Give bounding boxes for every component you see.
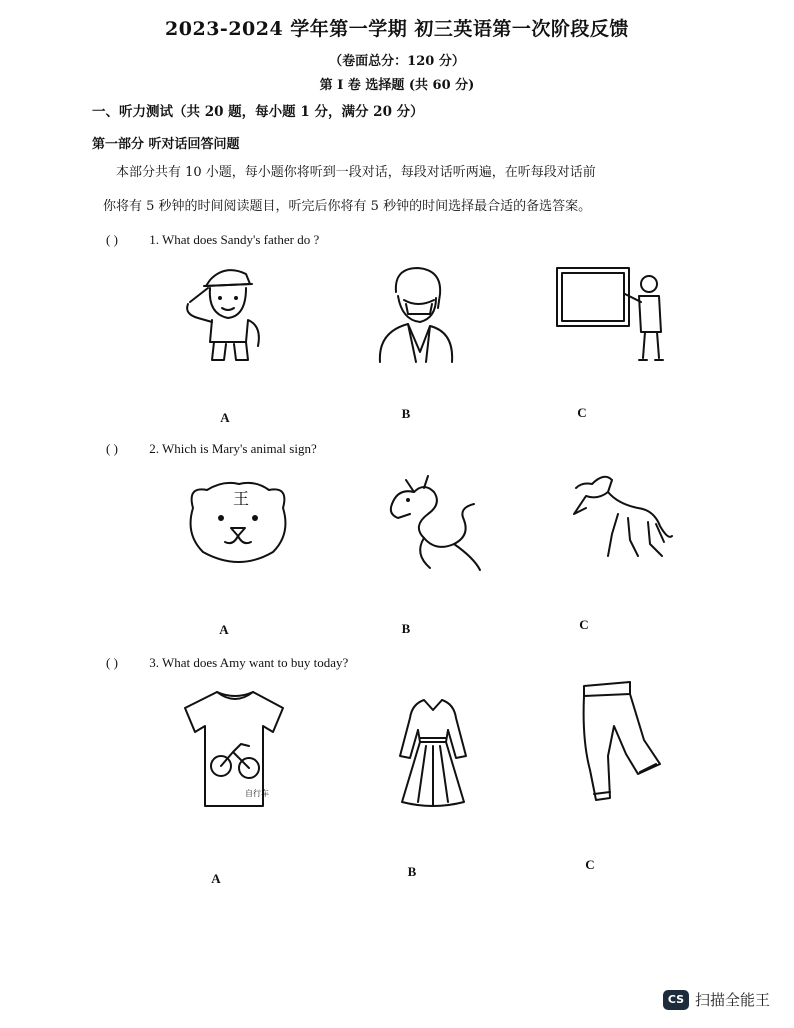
dress-icon xyxy=(396,696,470,810)
question-text: 1. What does Sandy's father do ? xyxy=(149,232,320,247)
instruction-line-1: 本部分共有 10 小题，每小题你将听到一段对话，每段对话听两遍，在听每段对话前 xyxy=(116,165,596,180)
tshirt-icon xyxy=(183,688,287,810)
total-score: （卷面总分：120 分） xyxy=(329,54,465,69)
volume-heading: 第 I 卷 选择题 (共 60 分) xyxy=(319,78,475,93)
option-a-label: A xyxy=(219,622,229,637)
tiger-icon xyxy=(183,478,293,568)
scanner-watermark xyxy=(663,989,770,1010)
policeman-icon xyxy=(180,262,270,366)
option-a-label: A xyxy=(211,871,221,886)
answer-blank[interactable]: ( ) xyxy=(106,232,118,247)
question-1 xyxy=(106,232,319,248)
question-2 xyxy=(106,441,317,457)
option-c-label: C xyxy=(577,405,587,420)
doctor-icon xyxy=(368,262,460,366)
trousers-icon xyxy=(580,680,666,804)
option-a-label: A xyxy=(220,410,230,425)
option-b-label: B xyxy=(401,406,411,421)
answer-blank[interactable]: ( ) xyxy=(106,655,118,670)
dragon-icon xyxy=(384,474,488,574)
question-text: 3. What does Amy want to buy today? xyxy=(149,655,349,670)
answer-blank[interactable]: ( ) xyxy=(106,441,118,456)
tshirt-print: 自行车 xyxy=(245,789,269,798)
page-title: 2023-2024 学年第一学期 初三英语第一次阶段反馈 xyxy=(165,18,629,40)
question-text: 2. Which is Mary's animal sign? xyxy=(149,441,317,456)
cs-logo-icon: CS xyxy=(663,990,689,1010)
option-c-label: C xyxy=(579,617,589,632)
watermark-text: 扫描全能王 xyxy=(694,991,770,1009)
tiger-mark: 王 xyxy=(233,489,250,508)
part-heading: 第一部分 听对话回答问题 xyxy=(92,137,240,152)
question-3 xyxy=(106,655,348,671)
option-c-label: C xyxy=(585,857,595,872)
horse-icon xyxy=(568,470,676,562)
instruction-line-2: 你将有 5 秒钟的时间阅读题目，听完后你将有 5 秒钟的时间选择最合适的备选答案。 xyxy=(103,199,592,214)
section-heading: 一、听力测试（共 20 题，每小题 1 分，满分 20 分） xyxy=(92,104,424,120)
option-b-label: B xyxy=(401,621,411,636)
option-b-label: B xyxy=(407,864,417,879)
teacher-icon xyxy=(553,262,673,366)
